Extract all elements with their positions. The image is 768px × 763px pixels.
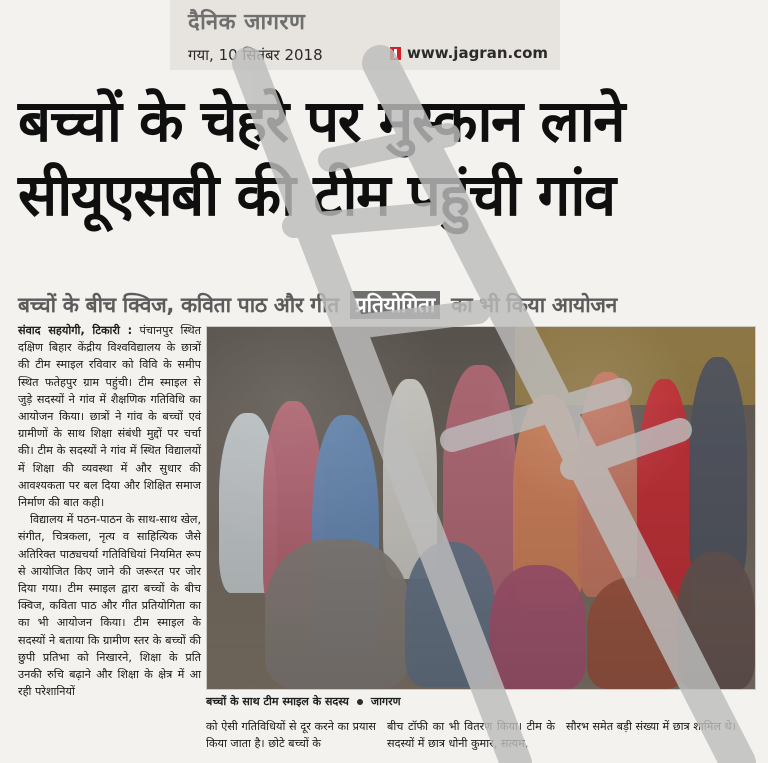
- article-column-continuation-1: को ऐसी गतिविधियों से दूर करने का प्रयास किया जाता है। छोटे बच्चों के: [206, 720, 376, 750]
- photo-shading: [207, 327, 755, 689]
- photo-credit: जागरण: [370, 695, 401, 708]
- subheadline-highlight: प्रतियोगिता: [350, 291, 440, 319]
- headline-line-2: सीयूएसबी की टीम पहुंची गांव: [18, 161, 615, 229]
- article-bottom-columns: [206, 718, 748, 752]
- masthead: [170, 0, 560, 70]
- website-link: [390, 44, 548, 62]
- article-left-column: [18, 322, 201, 700]
- dateline: गया, 10 सितंबर 2018: [188, 46, 323, 64]
- website-text: www.jagran.com: [407, 44, 549, 62]
- article-column-continuation-2: बीच टॉफी का भी वितरण किया। टीम के सदस्यों में छात्र धोनी कुमार, सत्यम,: [387, 720, 555, 750]
- article-paragraph-1: [18, 322, 201, 511]
- red-bar-icon: [390, 47, 401, 60]
- article-column-continuation-3: सौरभ समेत बड़ी संख्या में छात्र शामिल थे।: [566, 720, 736, 733]
- photo-caption-text: बच्चों के साथ टीम स्माइल के सदस्य: [206, 695, 349, 708]
- caption-separator-icon: [357, 699, 363, 705]
- newspaper-brand: दैनिक जागरण: [188, 10, 306, 35]
- subheadline: [18, 291, 748, 319]
- headline: [18, 84, 750, 232]
- subheadline-before: बच्चों के बीच क्विज, कविता पाठ और गीत: [18, 293, 339, 317]
- byline: संवाद सहयोगी, टिकारी :: [18, 324, 133, 337]
- photo-caption: [206, 694, 401, 709]
- article-paragraph-2: विद्यालय में पठन-पाठन के साथ-साथ खेल, संगीत, चित्रकला, नृत्य व साहित्यिक जैसे अतिरिक्त पाठ्यचर्या गतिविधियां नियमित रूप से आयोजित किए जाने की जरूरत पर जोर दिया गया। टीम स्माइल द्वारा बच्चों के बीच क्विज, कविता पाठ और गीत प्रतियोगिता का का भी आयोजन किया। टीम स्माइल के सदस्यों ने बताया कि ग्रामीण स्तर के बच्चों की छुपी प्रतिभा को निखारने, शिक्षा के प्रति उनकी रुचि बढ़ाने और शिक्षा के क्षेत्र में आ रही परेशानियों: [18, 513, 201, 699]
- group-photo: [206, 326, 756, 690]
- headline-line-1: बच्चों के चेहरे पर मुस्कान लाने: [18, 87, 624, 155]
- article-paragraph-1-text: पंचानपुर स्थित दक्षिण बिहार केंद्रीय विश्वविद्यालय के छात्रों की टीम स्माइल रविवार को विवि के समीप स्थित फतेहपुर ग्राम पहुंची। टीम स्माइल से जुड़े सदस्यों ने गांव में शैक्षणिक गतिविधि का आयोजन किया। छात्रों ने गांव के बच्चों एवं ग्रामीणों के साथ शिक्षा संबंधी मुद्दों पर चर्चा की। टीम के सदस्यों ने गांव में स्थित विद्यालयों में शिक्षा की व्यवस्था में और सुधार की आवश्यकता पर बल दिया और शिक्षित समाज निर्माण की बात कही।: [18, 324, 201, 510]
- subheadline-after: का भी किया आयोजन: [451, 293, 617, 317]
